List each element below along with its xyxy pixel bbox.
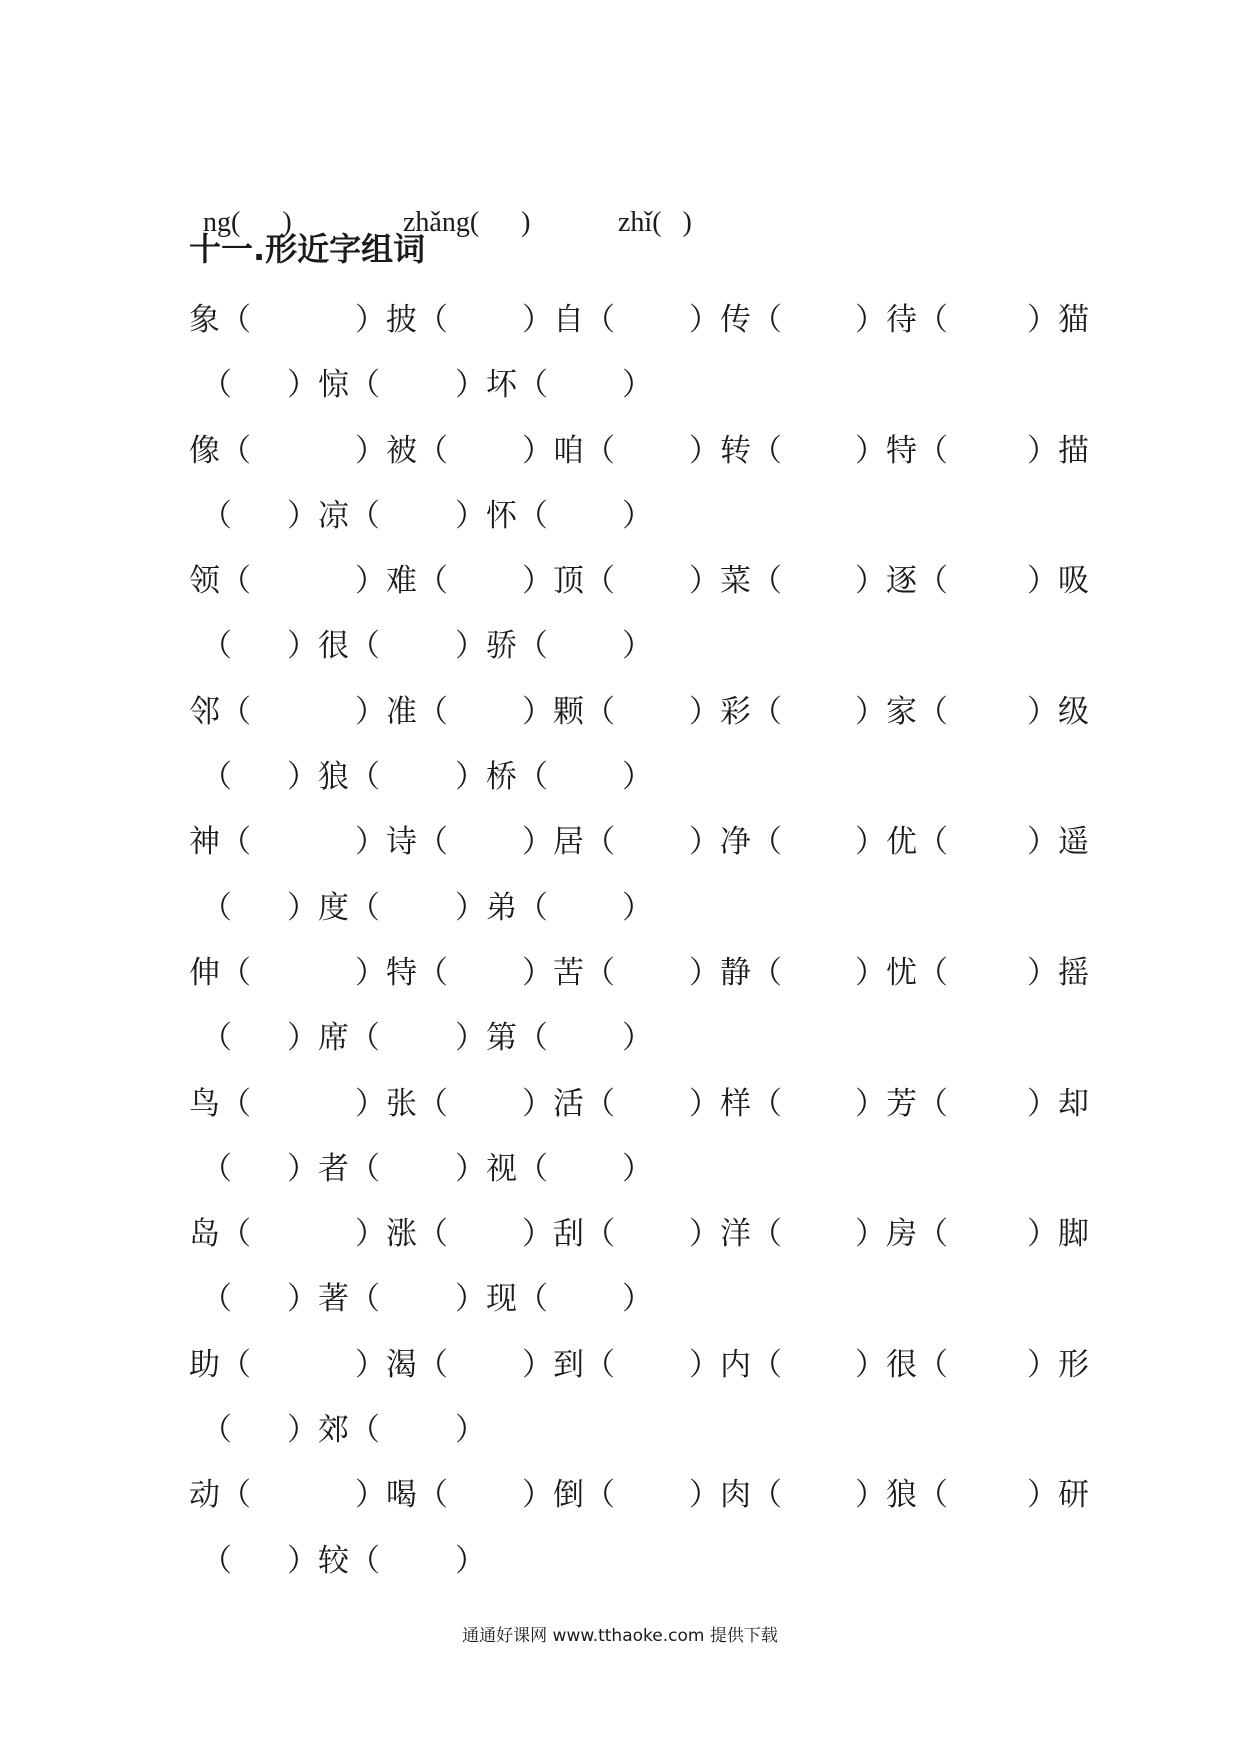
word-cell: ）凉（ [287, 497, 380, 534]
word-cell: ） [622, 1281, 653, 1318]
word-cell: ）很（ [855, 1346, 948, 1383]
word-cell: ） [622, 497, 653, 534]
word-row [189, 484, 1069, 549]
word-cell: ）郊（ [287, 1412, 380, 1449]
word-cell: ）传（ [689, 302, 782, 338]
word-cell: ）骄（ [455, 628, 548, 665]
word-cell: ）到（ [522, 1346, 615, 1383]
word-cell: （ [201, 1020, 232, 1057]
word-row [189, 1072, 1089, 1137]
word-row [189, 680, 1089, 745]
word-cell: ）却 [1027, 1085, 1089, 1122]
word-cell: 邻（ [189, 693, 251, 730]
word-row [189, 876, 1069, 941]
word-cell: 动（ [189, 1477, 251, 1514]
word-cell: ）者（ [287, 1150, 380, 1187]
pinyin-line [189, 163, 692, 238]
word-cell: ）第（ [455, 1020, 548, 1057]
word-row [189, 1333, 1089, 1398]
word-cell: ）摇 [1027, 954, 1089, 991]
word-cell: ）被（ [355, 432, 448, 469]
word-row [189, 353, 1069, 418]
word-cell: （ [201, 1542, 232, 1579]
word-cell: ）很（ [287, 628, 380, 665]
word-cell: ）现（ [455, 1281, 548, 1318]
pinyin-item-zhang: zhǎng( ) [403, 207, 531, 238]
word-cell: ）披（ [355, 302, 448, 338]
word-cell: ）静（ [689, 954, 782, 991]
word-row [189, 810, 1089, 875]
word-cell: 鸟（ [189, 1085, 251, 1122]
page-footer: 通通好课网 www.tthaoke.com 提供下载 [462, 1626, 778, 1646]
word-cell: ）惊（ [287, 367, 380, 404]
word-cell: ）渴（ [355, 1346, 448, 1383]
word-cell: ）特（ [355, 954, 448, 991]
word-cell: ）苦（ [522, 954, 615, 991]
word-row [189, 1463, 1089, 1528]
word-cell: （ [201, 497, 232, 534]
word-cell: ）自（ [522, 302, 615, 338]
word-cell: ）桥（ [455, 759, 548, 796]
word-cell: ）内（ [689, 1346, 782, 1383]
word-cell: ）顶（ [522, 563, 615, 600]
word-cell: ）著（ [287, 1281, 380, 1318]
pinyin-item-zhi: zhǐ( ) [618, 207, 692, 238]
word-cell: ）活（ [522, 1085, 615, 1122]
word-cell: ）房（ [855, 1216, 948, 1253]
word-cell: 伸（ [189, 954, 251, 991]
word-cell: ）芳（ [855, 1085, 948, 1122]
word-cell: ）准（ [355, 693, 448, 730]
word-cell: ）较（ [287, 1542, 380, 1579]
word-cell: ）遥 [1027, 824, 1089, 861]
word-cell: ）倒（ [522, 1477, 615, 1514]
word-cell: ）张（ [355, 1085, 448, 1122]
word-cell: ）席（ [287, 1020, 380, 1057]
word-cell: ）难（ [355, 563, 448, 600]
word-cell: ）转（ [689, 432, 782, 469]
word-cell: （ [201, 1281, 232, 1318]
word-cell: （ [201, 1412, 232, 1449]
word-cell: ）形 [1027, 1346, 1089, 1383]
word-cell: ）忧（ [855, 954, 948, 991]
word-cell: ）坏（ [455, 367, 548, 404]
word-cell: ）逐（ [855, 563, 948, 600]
word-cell: （ [201, 1150, 232, 1187]
word-cell: ）怀（ [455, 497, 548, 534]
word-row [189, 1529, 1069, 1594]
word-cell: ）级 [1027, 693, 1089, 730]
word-row [189, 1267, 1069, 1332]
word-cell: 像（ [189, 432, 251, 469]
word-cell: ）肉（ [689, 1477, 782, 1514]
word-cell: ） [622, 1020, 653, 1057]
word-cell: ）特（ [855, 432, 948, 469]
word-cell: ）居（ [522, 824, 615, 861]
word-cell: ）研 [1027, 1477, 1089, 1514]
word-cell: ） [622, 889, 653, 926]
word-cell: ）样（ [689, 1085, 782, 1122]
word-cell: ）诗（ [355, 824, 448, 861]
word-cell: （ [201, 889, 232, 926]
word-cell: ）颗（ [522, 693, 615, 730]
word-cell: ）菜（ [689, 563, 782, 600]
word-cell: ） [622, 628, 653, 665]
word-cell: （ [201, 367, 232, 404]
word-cell: ） [455, 1542, 486, 1579]
word-row [189, 288, 1089, 353]
word-cell: ） [622, 367, 653, 404]
word-cell: ）喝（ [355, 1477, 448, 1514]
word-cell: ）狼（ [855, 1477, 948, 1514]
section-title: 十一.形近字组词 [189, 230, 426, 268]
word-cell: ）狼（ [287, 759, 380, 796]
word-row [189, 1202, 1089, 1267]
word-row [189, 614, 1069, 679]
word-row [189, 1006, 1069, 1071]
pinyin-item-ng: ng( ) [203, 207, 292, 238]
word-cell: ）优（ [855, 824, 948, 861]
word-row [189, 419, 1089, 484]
word-cell: ） [622, 1150, 653, 1187]
word-row [189, 1137, 1069, 1202]
word-cell: ）弟（ [455, 889, 548, 926]
word-cell: 象（ [189, 302, 251, 338]
word-cell: ）刮（ [522, 1216, 615, 1253]
word-row [189, 549, 1089, 614]
word-cell: ） [455, 1412, 486, 1449]
word-row [189, 1398, 1069, 1463]
word-cell: 领（ [189, 563, 251, 600]
word-cell: ） [622, 759, 653, 796]
word-cell: ）吸 [1027, 563, 1089, 600]
word-cell: ）家（ [855, 693, 948, 730]
word-cell: ）涨（ [355, 1216, 448, 1253]
word-cell: 岛（ [189, 1216, 251, 1253]
word-row [189, 745, 1069, 810]
word-cell: ）待（ [855, 302, 948, 338]
word-cell: 神（ [189, 824, 251, 861]
word-cell: ）咱（ [522, 432, 615, 469]
word-grid [189, 288, 1089, 1594]
word-row [189, 941, 1089, 1006]
word-cell: ）视（ [455, 1150, 548, 1187]
word-cell: ）描 [1027, 432, 1089, 469]
word-cell: 助（ [189, 1346, 251, 1383]
word-cell: ）彩（ [689, 693, 782, 730]
word-cell: （ [201, 759, 232, 796]
word-cell: （ [201, 628, 232, 665]
word-cell: ）猫 [1027, 302, 1089, 338]
word-cell: ）洋（ [689, 1216, 782, 1253]
word-cell: ）脚 [1027, 1216, 1089, 1253]
word-cell: ）净（ [689, 824, 782, 861]
word-cell: ）度（ [287, 889, 380, 926]
